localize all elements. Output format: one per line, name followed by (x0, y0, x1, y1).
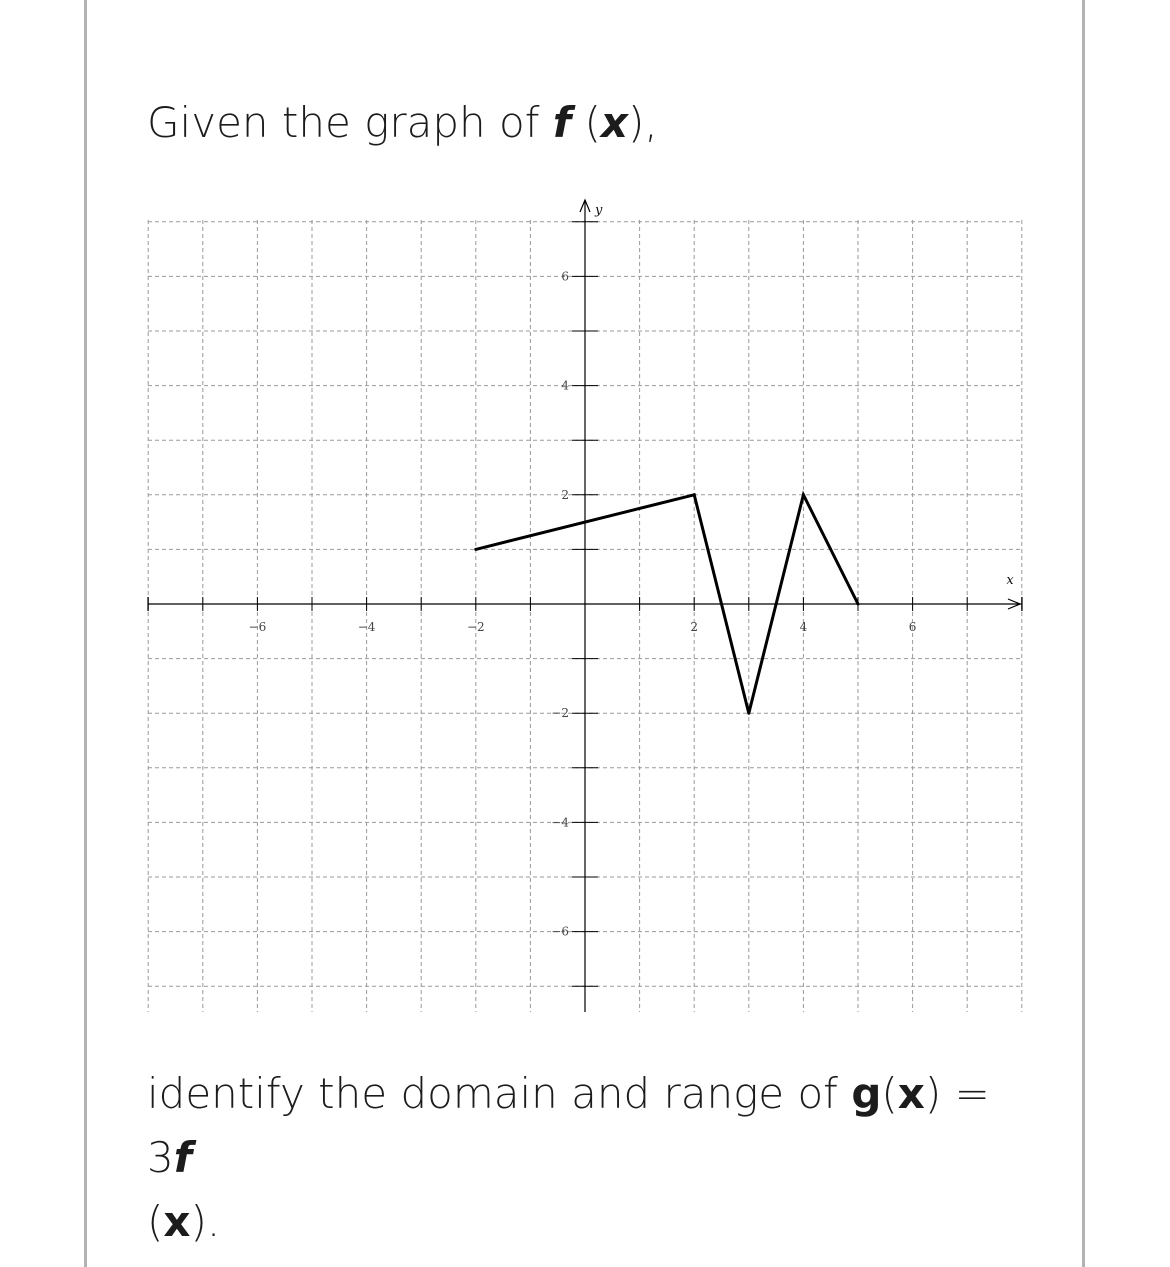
y-axis-label: y (595, 203, 603, 218)
f-symbol: f (552, 98, 572, 147)
g-variable: x (897, 1069, 925, 1118)
curve-vertex-point (693, 493, 696, 496)
y-tick-label: −6 (551, 924, 569, 939)
f-open-paren: ( (571, 98, 601, 147)
x-tick-label: 4 (799, 620, 808, 634)
task-text: identify the domain and range of (147, 1069, 852, 1118)
y-tick-label: 2 (561, 487, 569, 502)
prompt-text: Given the graph of (147, 98, 553, 147)
tail-open-paren: ( (147, 1197, 164, 1246)
x-tick-label: −6 (248, 620, 267, 634)
y-tick-label: −4 (551, 815, 569, 830)
x-tick-label: −4 (357, 620, 376, 634)
curve-vertex-point (857, 603, 860, 606)
g-symbol: g (851, 1069, 882, 1118)
curve-vertex-point (802, 493, 805, 496)
question-task (147, 1062, 1037, 1254)
x-tick-label: 6 (908, 620, 917, 634)
f-variable: x (600, 98, 628, 147)
x-tick-label: −2 (466, 620, 485, 634)
y-tick-label: 4 (561, 378, 569, 393)
f-close-paren: ), (627, 98, 658, 147)
tail-close-paren: ). (190, 1197, 221, 1246)
f2-symbol: f (173, 1133, 193, 1182)
curve-vertex-point (747, 712, 750, 715)
y-tick-label: −2 (551, 706, 569, 721)
curve-vertex-point (474, 548, 477, 551)
tail-variable: x (163, 1197, 191, 1246)
y-tick-label: 6 (561, 269, 569, 284)
x-tick-label: 2 (690, 620, 699, 634)
g-equals-three: ) = 3 (147, 1069, 990, 1182)
x-axis-label: x (1006, 573, 1014, 588)
g-open-paren: ( (881, 1069, 898, 1118)
